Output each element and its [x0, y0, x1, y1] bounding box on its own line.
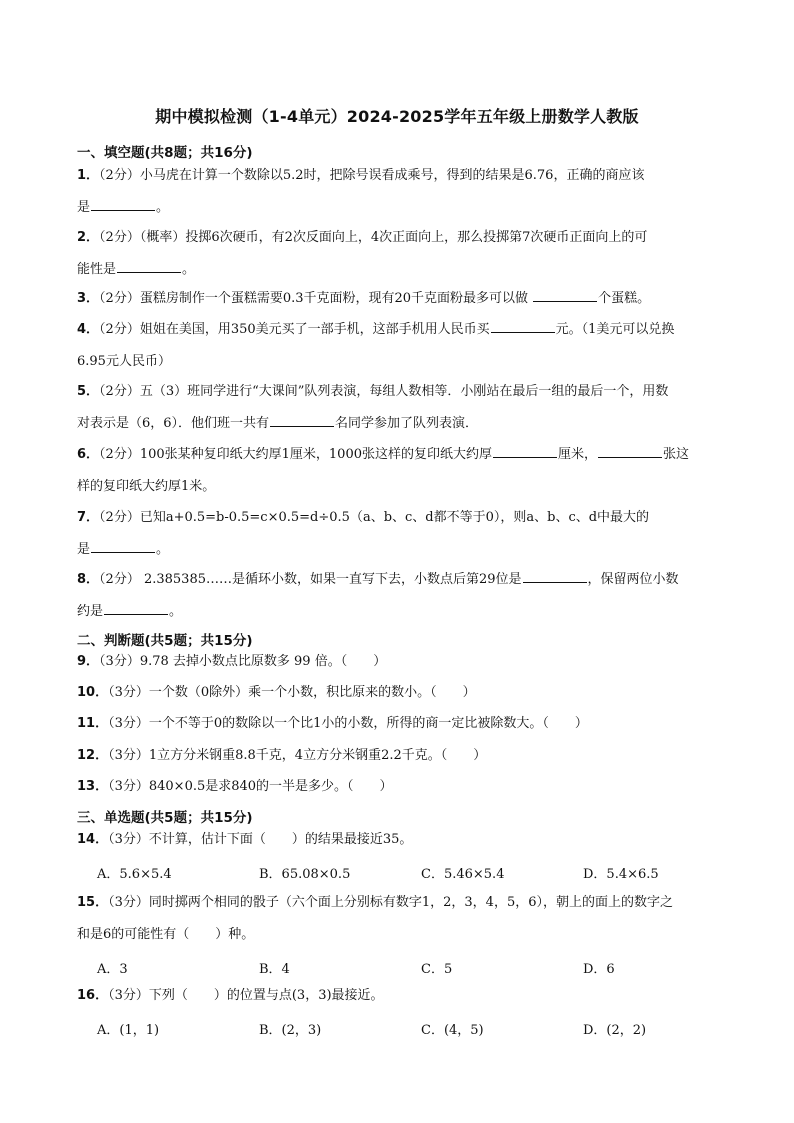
question-text: （2分）100张某种复印纸大约厚1厘米，1000张这样的复印纸大约厚	[99, 447, 492, 462]
question-4	[77, 314, 745, 378]
question-text: （2分）小马虎在计算一个数除以5.2时，把除号误看成乘号，得到的结果是6.76，正确的商应该	[99, 168, 645, 183]
option-d[interactable]: D．(2，2)	[583, 1023, 647, 1038]
page-title: 期中模拟检测（1-4单元）2024-2025学年五年级上册数学人教版	[155, 107, 639, 126]
question-text: 元。（1美元可以兑换	[555, 322, 675, 337]
question-number: 8．	[77, 572, 100, 587]
question-15	[77, 887, 745, 951]
question-text: （3分）840×0.5是求840的一半是多少。（ ）	[108, 779, 393, 794]
question-number: 11．	[77, 716, 109, 731]
question-number: 14．	[77, 832, 109, 847]
question-text: 6.95元人民币）	[77, 354, 171, 369]
question-13	[77, 771, 745, 803]
question-text: （2分）已知a+0.5=b-0.5=c×0.5=d÷0.5（a、b、c、d都不等于0），则a、b、c、d中最大的	[99, 510, 650, 525]
section-single-choice: 三、单选题(共5题；共15分)	[77, 810, 253, 826]
question-number: 2．	[77, 230, 100, 245]
question-number: 10．	[77, 685, 109, 700]
question-2	[77, 222, 745, 286]
answer-blank[interactable]	[523, 570, 587, 583]
question-text: （3分）9.78 去掉小数点比原数多 99 倍。（ ）	[99, 654, 387, 669]
question-6	[77, 439, 745, 503]
option-d[interactable]: D．5.4×6.5	[583, 867, 659, 882]
question-number: 1．	[77, 168, 100, 183]
question-text: 是	[77, 542, 91, 557]
question-text: （2分）（概率）投掷6次硬币，有2次反面向上，4次正面向上，那么投掷第7次硬币正面向上的可	[99, 230, 648, 245]
question-text: （2分）五（3）班同学进行“大课间”队列表演，每组人数相等．小刚站在最后一组的最后一个，用数	[99, 384, 669, 399]
option-a[interactable]: A．3	[97, 962, 128, 977]
question-16	[77, 980, 745, 1012]
question-1	[77, 160, 745, 224]
question-7	[77, 502, 745, 566]
question-text: 和是6的可能性有（ ）种。	[77, 927, 255, 942]
option-c[interactable]: C．5	[421, 962, 453, 977]
question-text: 张这	[663, 447, 690, 462]
option-c[interactable]: C．(4，5)	[421, 1023, 484, 1038]
question-text: 名同学参加了队列表演．	[335, 416, 479, 431]
question-text: （3分）一个不等于0的数除以一个比1小的小数，所得的商一定比被除数大。（ ）	[108, 716, 588, 731]
question-14	[77, 824, 745, 856]
question-text: 样的复印纸大约厚1米。	[77, 479, 216, 494]
option-b[interactable]: B．65.08×0.5	[259, 867, 351, 882]
question-text: 。	[169, 604, 183, 619]
question-text: 对表示是（6，6）．他们班一共有	[77, 416, 270, 431]
section-true-false: 二、判断题(共5题；共15分)	[77, 633, 253, 649]
question-number: 9．	[77, 654, 100, 669]
answer-blank[interactable]	[104, 602, 168, 615]
question-number: 6．	[77, 447, 100, 462]
question-text: ，保留两位小数	[587, 572, 679, 587]
option-b[interactable]: B．(2，3)	[259, 1023, 322, 1038]
option-d[interactable]: D．6	[583, 962, 615, 977]
question-text: （2分） 2.385385……是循环小数，如果一直写下去，小数点后第29位是	[99, 572, 522, 587]
option-a[interactable]: A．5.6×5.4	[97, 867, 172, 882]
question-text: 能性是	[77, 262, 117, 277]
answer-blank[interactable]	[533, 289, 597, 302]
question-16-options	[97, 1019, 757, 1038]
option-b[interactable]: B．4	[259, 962, 290, 977]
question-12	[77, 740, 745, 772]
section-fill-in: 一、填空题(共8题；共16分)	[77, 145, 253, 161]
question-text: 是	[77, 200, 91, 215]
answer-blank[interactable]	[91, 198, 155, 211]
answer-blank[interactable]	[91, 540, 155, 553]
question-text: 。	[156, 542, 170, 557]
question-number: 12．	[77, 748, 109, 763]
question-text: （3分）一个数（0除外）乘一个小数，积比原来的数小。（ ）	[108, 685, 476, 700]
question-text: （3分）下列（ ）的位置与点(3，3)最接近。	[108, 988, 384, 1003]
question-number: 4．	[77, 322, 100, 337]
answer-blank[interactable]	[270, 414, 334, 427]
answer-blank[interactable]	[491, 320, 555, 333]
question-text: （3分）同时掷两个相同的骰子（六个面上分别标有数字1，2，3，4，5，6），朝上的面上的数字之	[108, 895, 673, 910]
question-5	[77, 376, 745, 440]
option-a[interactable]: A．(1，1)	[97, 1023, 160, 1038]
question-number: 5．	[77, 384, 100, 399]
answer-blank[interactable]	[598, 445, 662, 458]
question-8	[77, 564, 745, 628]
question-15-options	[97, 958, 757, 977]
question-text: （3分）1立方分米钢重8.8千克，4立方分米钢重2.2千克。（ ）	[108, 748, 487, 763]
question-text: 。	[182, 262, 196, 277]
answer-blank[interactable]	[493, 445, 557, 458]
question-text: （2分）姐姐在美国，用350美元买了一部手机，这部手机用人民币买	[99, 322, 490, 337]
question-11	[77, 708, 745, 740]
question-text: 。	[156, 200, 170, 215]
question-number: 16．	[77, 988, 109, 1003]
question-text: 约是	[77, 604, 104, 619]
question-number: 15．	[77, 895, 109, 910]
answer-blank[interactable]	[117, 260, 181, 273]
question-number: 13．	[77, 779, 109, 794]
option-c[interactable]: C．5.46×5.4	[421, 867, 505, 882]
question-10	[77, 677, 745, 709]
question-number: 7．	[77, 510, 100, 525]
question-text: （2分）蛋糕房制作一个蛋糕需要0.3千克面粉，现有20千克面粉最多可以做	[99, 291, 533, 306]
question-text: （3分）不计算，估计下面（ ）的结果最接近35。	[108, 832, 413, 847]
question-3	[77, 283, 745, 315]
question-text: 厘米，	[558, 447, 598, 462]
question-14-options	[97, 863, 757, 882]
question-number: 3．	[77, 291, 100, 306]
question-text: 个蛋糕。	[598, 291, 651, 306]
question-9	[77, 646, 745, 678]
